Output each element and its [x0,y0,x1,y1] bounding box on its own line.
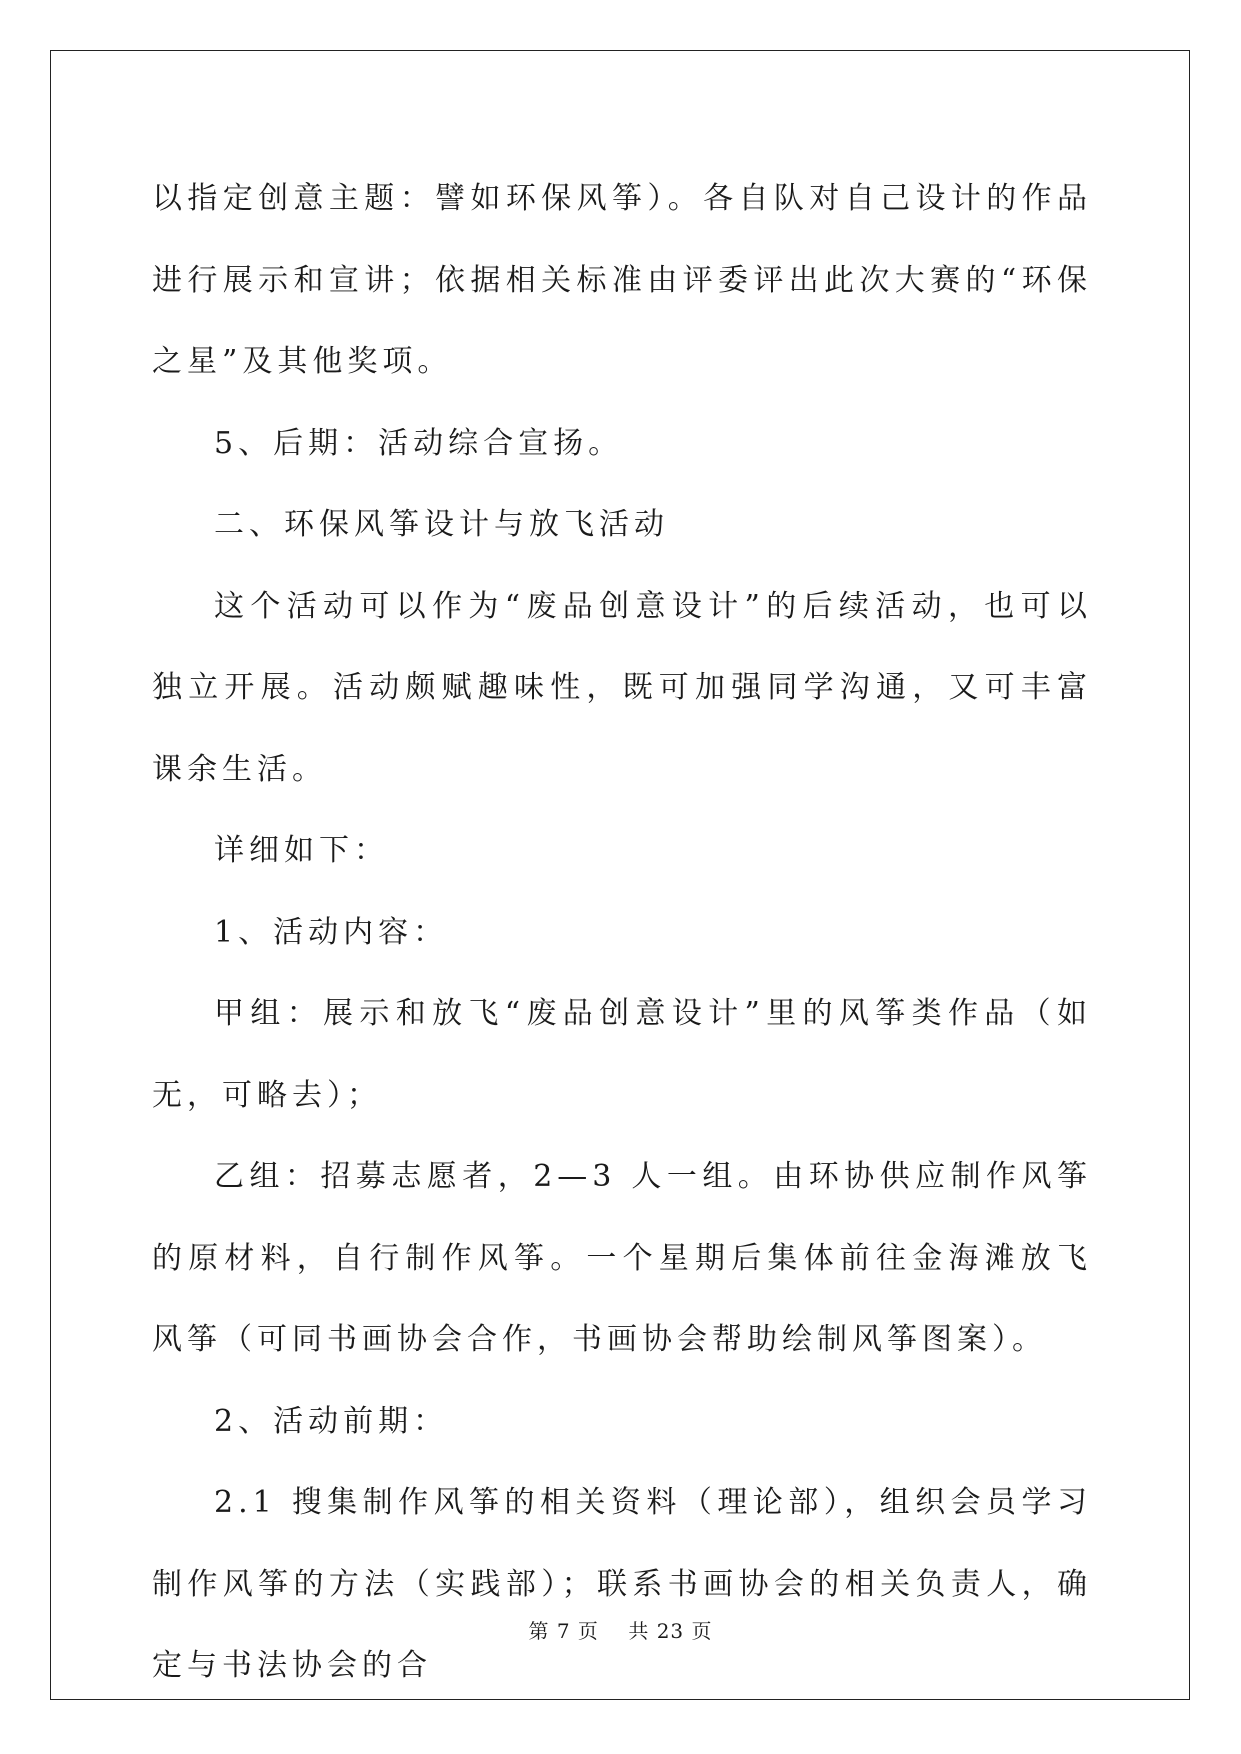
paragraph-4: 这个活动可以作为“废品创意设计”的后续活动，也可以独立开展。活动颇赋趣味性，既可加强同学沟通，又可丰富课余生活。 [152,588,1092,787]
document-body [152,158,1092,1707]
paragraph-2-1: 2.1 搜集制作风筝的相关资料（理论部），组织会员学习制作风筝的方法（实践部）；联系书画协会的相关负责人，确定与书法协会的合 [152,1485,1092,1683]
page-number: 第 7 页 共 23 页 [528,1619,713,1643]
subheading-activity-prep: 2、活动前期： [214,1403,449,1439]
paragraph-group-a: 甲组：展示和放飞“废品创意设计”里的风筝类作品（如无，可略去）； [152,996,1092,1113]
subheading-activity-content: 1、活动内容： [214,914,449,950]
paragraph-5: 详细如下： [214,833,389,868]
paragraph-group-b: 乙组：招募志愿者，2—3 人一组。由环协供应制作风筝的原材料，自行制作风筝。一个星期后集体前往金海滩放飞风筝（可同书画协会合作，书画协会帮助绘制风筝图案）。 [152,1159,1092,1357]
paragraph-1: 以指定创意主题：譬如环保风筝）。各自队对自己设计的作品进行展示和宣讲；依据相关标准由评委评出此次大赛的“环保之星”及其他奖项。 [152,181,1092,379]
paragraph-2: 5、后期：活动综合宣扬。 [214,425,624,461]
section-heading: 二、环保风筝设计与放飞活动 [214,507,669,542]
